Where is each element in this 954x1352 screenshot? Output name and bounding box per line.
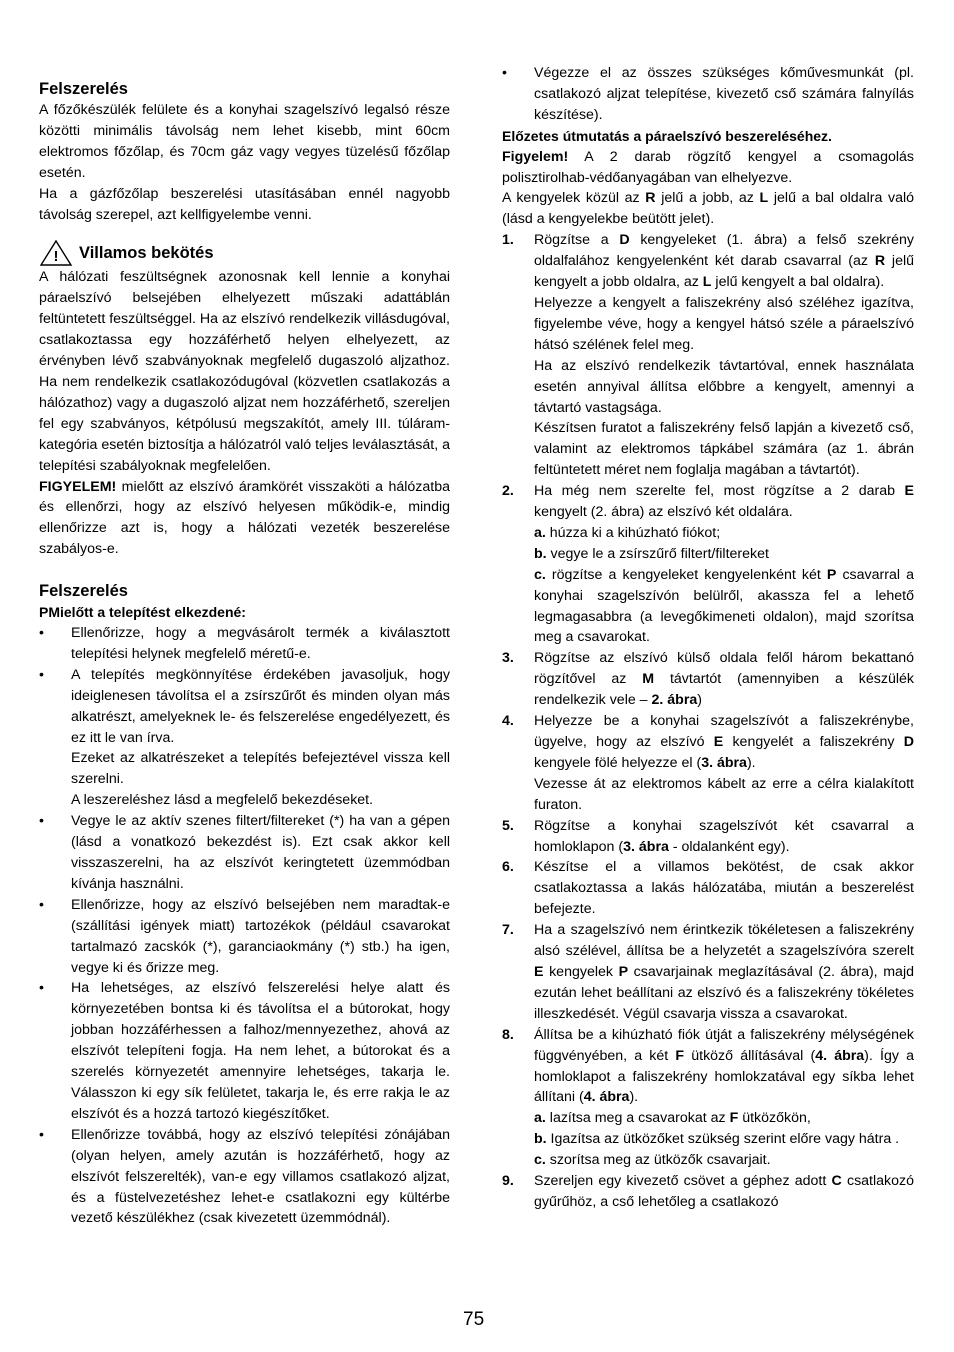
substep-b: b. vegye le a zsírszűrő filtert/filtereket: [534, 545, 769, 562]
step-note: Ha az elszívó rendelkezik távtartóval, ennek használata esetén annyival állítsa előbbre a kengyelt, amennyi a távtartó vastagsága.: [534, 357, 914, 416]
list-item: • Ellenőrizze továbbá, hogy az elszívó telepítési zónájában (olyan helyen, amely azután is hozzáférhető, hogy az elszívót felszerelték), van-e egy villamos csatlakozó aljzat, és a füstelvezetéshez lehet-e csatlakozni egy kültérbe vezető készülékhez (csak kivezetett üzemmódnál).: [39, 1125, 450, 1230]
step-number: 7.: [502, 922, 514, 939]
step-5: 5. Rögzítse a konyhai szagelszívót két csavarral a homloklapon (3. ábra - oldalanként egy).: [502, 817, 914, 855]
section-heading-installation-2: Felszerelés: [39, 582, 128, 601]
step-9: 9. Szereljen egy kivezető csövet a géphez adott C csatlakozó gyűrűhöz, a cső lehetőleg a csatlakozó: [502, 1173, 915, 1210]
step-3: 3. Rögzítse az elszívó külső oldala felől három bekattanó rögzítővel az M távtartót (amennyiben a készülék rendelkezik vele – 2. ábra): [502, 650, 914, 709]
substep-a: a. húzza ki a kihúzható fiókot;: [534, 524, 721, 541]
step-6: 6. Készítse el a villamos bekötést, de csak akkor csatlakoztassa a lakás hálózatába, miután a beszerelést befejezte.: [502, 859, 914, 918]
electrical-heading-row: [39, 239, 450, 267]
paragraph-min-distance: A főzőkészülék felülete és a konyhai szagelszívó legalsó része közötti minimális távolság nem lehet kisebb, mint 60cm elektromos főzőlap, és 70cm gáz vagy vegyes tüzelésű főzőlap esetén.: [39, 102, 450, 181]
list-item: • Végezze el az összes szükséges kőművesmunkát (pl. csatlakozó aljzat telepítése, kivezető cső számára falnyílás készítése).: [502, 63, 914, 126]
substep-a: a. lazítsa meg a csavarokat az F ütközőkön,: [534, 1110, 811, 1127]
paragraph-attention: [39, 477, 450, 561]
list-item-note: Ezeket az alkatrészeket a telepítés befejeztével vissza kell szerelni.: [71, 750, 450, 788]
substep-c: c. rögzítse a kengyeleket kengyelenként két P csavarral a konyhai szagelszívón belülről, akassza fel a lehető legmagasabbra (a levegőkimeneti oldalon), majd szorítsa meg a csavarokat.: [534, 566, 915, 646]
left-column: [39, 62, 450, 1229]
step-number: 9.: [502, 1173, 514, 1190]
right-column: [502, 63, 914, 1213]
step-8: 8. Állítsa be a kihúzható fiók útját a faliszekrény mélységének függvényében, a két F ütköző állításával (4. ábra). Így a homloklapot a faliszekrény homlokzatával egy síkba lehet állítani (4. ábra). a. lazítsa meg a csavarokat az F ütközőkön, b. Igazítsa az ütközőket szükség szerint előre vagy hátra . c. szorítsa meg az ütközők csavarjait.: [502, 1025, 914, 1171]
warning-triangle-icon: [39, 239, 73, 267]
page-number: 75: [463, 1309, 485, 1330]
step-number: 2.: [502, 483, 514, 500]
section-heading-electrical: Villamos bekötés: [79, 244, 214, 263]
list-item: • Vegye le az aktív szenes filtert/filtereket (*) ha van a gépen (lásd a vonatkozó bekezdést is). Ezt csak akkor kell visszaszerelni, ha az elszívót keringtetett üzemmódban kívánja használni.: [39, 811, 450, 895]
step-4: 4. Helyezze be a konyhai szagelszívót a faliszekrénybe, ügyelve, hogy az elszívó E kengyelét a faliszekrény D kengyele fölé helyezze el (3. ábra). Vezesse át az elektromos kábelt az erre a célra kialakított furaton.: [502, 711, 914, 816]
preparation-list: [39, 623, 450, 1229]
list-item: • A telepítés megkönnyítése érdekében javasoljuk, hogy ideiglenesen távolítsa el a zsírszűrőt és minden olyan más alkatrészt, amelyeknek le- és felszerelése engedélyezett, és ez itt le van írva. Ezeket az alkatrészeket a telepítés befejeztével vissza kell szerelni. A leszereléshez lásd a megfelelő bekezdéseket.: [39, 665, 450, 811]
paragraph-voltage: A hálózati feszültségnek azonosnak kell lennie a konyhai páraelszívó belsejében elhelyezett műszaki adattáblán feltüntetett feszültséggel. Ha az elszívó rendelkezik villásdugóval, csatlakoztassa egy hozzáférhető helyen elhelyezett, az érvényben lévő szabványoknak megfelelő dugaszoló aljzathoz. Ha nem rendelkezik csatlakozódugóval (közvetlen csatlakozás a hálózathoz) vagy a dugaszoló aljzat nem hozzáférhető, szereljen fel egy szabványos, kétpólusú megszakítót, amely III. túláram-kategória esetén biztosítja a hálózatról való teljes leválasztását, a telepítési szabályoknak megfelelően.: [39, 269, 450, 474]
step-number: 5.: [502, 817, 514, 834]
paragraph-gas-hob-note: Ha a gázfőzőlap beszerelési utasításában ennél nagyobb távolság szerepel, azt kellfigyelembe venni.: [39, 185, 450, 223]
preparation-list-continued: [502, 63, 914, 126]
installation-steps: [502, 230, 914, 1213]
step-7: 7. Ha a szagelszívó nem érintkezik tökéletesen a faliszekrény alsó szélével, állítsa be a helyzetét a szagelszívóra szerelt E kengyelek P csavarjainak meglazításával (2. ábra), majd ezután lehet beállítani az elszívó és a faliszekrény tökéletes illeszkedését. Végül csavarja vissza a csavarokat.: [502, 922, 914, 1022]
list-item: • Ellenőrizze, hogy az elszívó belsejében nem maradtak-e (szállítási igények miatt) tartozékok (például csavarokat tartalmazó zacskók (*), garanciaokmány (*) stb.) ha igen, vegye ki és őrizze meg.: [39, 895, 450, 979]
attention-label: Figyelem!: [502, 148, 569, 165]
paragraph-brackets-packaging: Figyelem! A 2 darab rögzítő kengyel a csomagolás polisztirolhab-védőanyagában van elhelyezve.: [502, 148, 914, 186]
attention-label: FIGYELEM!: [39, 478, 117, 495]
svg-text:!: !: [53, 248, 59, 266]
step-2: 2. Ha még nem szerelte fel, most rögzítse a 2 darab E kengyelt (2. ábra) az elszívó két oldalára. a. húzza ki a kihúzható fiókot; b. vegye le a zsírszűrő filtert/filtereket c. rögzítse a kengyeleket kengyelenként két P csavarral a konyhai szagelszívón belülről, akassza fel a lehető legmagasabbra (a levegőkimeneti oldalon), majd szorítsa meg a csavarokat.: [502, 481, 914, 648]
step-number: 3.: [502, 650, 514, 667]
step-number: 4.: [502, 713, 514, 730]
step-1: 1. Rögzítse a D kengyeleket (1. ábra) a felső szekrény oldalfalához kengyelenként két darab csavarral (az R jelű kengyelt a jobb oldalra, az L jelű kengyelt a bal oldalra). Helyezze a kengyelt a faliszekrény alsó széléhez igazítva, figyelembe véve, hogy a kengyel hátsó széle a páraelszívó hátsó szélének felel meg. Ha az elszívó rendelkezik távtartóval, ennek használata esetén annyival állítsa előbbre a kengyelt, amennyi a távtartó vastagsága. Készítsen furatot a faliszekrény felső lapján a kivezető cső, valamint az elektromos tápkábel számára (az 1. ábrán feltüntetett méret nem foglalja magában a távtartót).: [502, 230, 914, 481]
step-number: 8.: [502, 1026, 514, 1043]
section-heading-installation: Felszerelés: [39, 80, 128, 98]
step-number: 6.: [502, 859, 514, 876]
step-note: Vezesse át az elektromos kábelt az erre a célra kialakított furaton.: [534, 775, 914, 813]
list-item: • Ellenőrizze, hogy a megvásárolt termék a kiválasztott telepítési helynek megfelelő méretű-e.: [39, 623, 450, 665]
substep-b: b. Igazítsa az ütközőket szükség szerint előre vagy hátra .: [534, 1131, 900, 1148]
paragraph-bracket-sides: A kengyelek közül az R jelű a jobb, az L jelű a bal oldalra való (lásd a kengyelekbe beütött jelet).: [502, 190, 915, 228]
step-note: Helyezze a kengyelt a faliszekrény alsó széléhez igazítva, figyelembe véve, hogy a kengyel hátsó széle a páraelszívó hátsó szélének felel meg.: [534, 294, 914, 353]
attention-text: mielőtt az elszívó áramkörét visszaköti a hálózatba és ellenőrzi, hogy az elszívó helyesen működik-e, mindig ellenőrizze azt is, hogy a hálózati vezeték beszerelése szabályos-e.: [39, 478, 450, 558]
list-item-note: A leszereléshez lásd a megfelelő bekezdéseket.: [71, 792, 374, 809]
subheading-before-install: PMielőtt a telepítést elkezdené:: [39, 604, 246, 621]
step-note: Készítsen furatot a faliszekrény felső lapján a kivezető cső, valamint az elektromos tápkábel számára (az 1. ábrán feltüntetett méret nem foglalja magában a távtartót).: [534, 420, 914, 479]
subheading-preliminary: Előzetes útmutatás a páraelszívó beszereléséhez.: [502, 127, 832, 144]
list-item: • Ha lehetséges, az elszívó felszerelési helye alatt és környezetében bontsa ki és távolítsa el a bútorokat, hogy jobban hozzáférhessen a falhoz/mennyezethez, ahová az elszívót telepíteni fogja. Ha nem lehet, a bútorokat és a szerelés környezetét amennyire lehetséges, takarja le. Válasszon ki egy sík felületet, takarja le, és erre rakja le az elszívót és a hozzá tartozó kiegészítőket.: [39, 978, 450, 1124]
substep-c: c. szorítsa meg az ütközők csavarjait.: [534, 1152, 771, 1169]
step-number: 1.: [502, 232, 514, 249]
